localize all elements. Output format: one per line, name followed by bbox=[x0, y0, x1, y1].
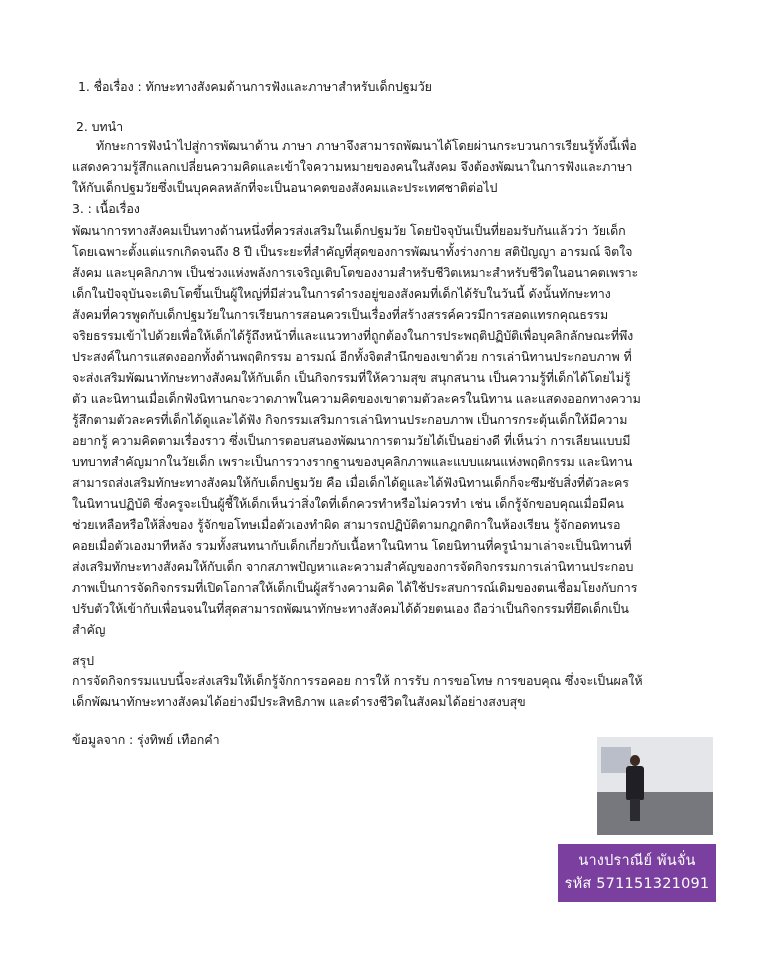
content-line: ประสงค์ในการแสดงออกทั้งด้านพฤติกรรม อารมณ์ อีกทั้งจิตสำนึกของเขาด้วย การเล่านิทานประกอบภาพ ที่ bbox=[72, 349, 632, 364]
intro-heading: 2. บทนำ bbox=[76, 119, 124, 134]
summary-line-1: การจัดกิจกรรมแบบนี้จะส่งเสริมให้เด็กรู้จักการรอคอย การให้ การรับ การขอโทษ การขอบคุณ ซึ่งจะเป็นผลให้ bbox=[72, 673, 643, 688]
intro-line-1: ทักษะการฟังนำไปสู่การพัฒนาด้าน ภาษา ภาษาจึงสามารถพัฒนาได้โดยผ่านกระบวนการเรียนรู้ทั้งนี้เพื่อ bbox=[96, 138, 637, 153]
content-line: ช่วยเหลือหรือให้สิ่งของ รู้จักขอโทษเมื่อตัวเองทำผิด สามารถปฏิบัติตามกฎกติกาในห้องเรียน รู้จักอดทนรอ bbox=[72, 517, 621, 532]
source-credit: ข้อมูลจาก : รุ่งทิพย์ เทือกคำ bbox=[72, 732, 220, 747]
content-line: โดยเฉพาะตั้งแต่แรกเกิดจนถึง 8 ปี เป็นระยะที่สำคัญที่สุดของการพัฒนาทั้งร่างกาย สติปัญญา อารมณ์ จิตใจ bbox=[72, 244, 633, 259]
content-line: ส่งเสริมทักษะทางสังคมให้กับเด็ก จากสภาพปัญหาและความสำคัญของการจัดกิจกรรมการเล่านิทานประกอบ bbox=[72, 559, 634, 574]
author-nameplate bbox=[558, 844, 716, 902]
content-line: เด็กในปัจจุบันจะเติบโตขึ้นเป็นผู้ใหญ่ที่มีส่วนในการดำรงอยู่ของสังคมที่เด็กได้รับในวันนี้ ดังนั้นทักษะทาง bbox=[72, 286, 611, 301]
content-body bbox=[72, 220, 712, 640]
author-student-id: รหัส 571151321091 bbox=[564, 876, 710, 892]
photo-person-head bbox=[630, 755, 640, 766]
content-line: ปรับตัวให้เข้ากับเพื่อนจนในที่สุดสามารถพัฒนาทักษะทางสังคมได้ด้วยตนเอง ถือว่าเป็นกิจกรรมที่ยึดเด็กเป็น bbox=[72, 601, 629, 616]
content-line: คอยเมื่อตัวเองมาทีหลัง รวมทั้งสนทนากับเด็กเกี่ยวกับเนื้อหาในนิทาน โดยนิทานที่ครูนำมาเล่าจะเป็นนิทานที่ bbox=[72, 538, 632, 553]
document-title: 1. ชื่อเรื่อง : ทักษะทางสังคมด้านการฟังและภาษาสำหรับเด็กปฐมวัย bbox=[78, 79, 432, 94]
photo-floor bbox=[597, 792, 713, 835]
content-line: ในนิทานปฏิบัติ ซึ่งครูจะเป็นผู้ชี้ให้เด็กเห็นว่าสิ่งใดที่เด็กควรทำหรือไม่ควรทำ เช่น เด็กรู้จักขอบคุณเมื่อมีคน bbox=[72, 496, 624, 511]
author-photo bbox=[597, 737, 713, 835]
summary-heading: สรุป bbox=[72, 653, 94, 668]
content-line: อยากรู้ ความคิดตามเรื่องราว ซึ่งเป็นการตอบสนองพัฒนาการตามวัยได้เป็นอย่างดี ที่เห็นว่า การเลียนแบบมี bbox=[72, 433, 631, 448]
content-line: รู้สึกตามตัวละครที่เด็กได้ดูและได้ฟัง กิจกรรมเสริมการเล่านิทานประกอบภาพ เป็นการกระตุ้นเด็กให้มีความ bbox=[72, 412, 628, 427]
content-line: พัฒนาการทางสังคมเป็นทางด้านหนึ่งที่ควรส่งเสริมในเด็กปฐมวัย โดยปัจจุบันเป็นที่ยอมรับกันแล้วว่า วัยเด็ก bbox=[72, 223, 626, 238]
content-line: ภาพเป็นการจัดกิจกรรมที่เปิดโอกาสให้เด็กเป็นผู้สร้างความคิด ได้ใช้ประสบการณ์เดิมของตนเชื่อมโยงกับการ bbox=[72, 580, 638, 595]
content-line: สังคม และบุคลิกภาพ เป็นช่วงแห่งพลังการเจริญเติบโตของงามสำหรับชีวิตเหมาะสำหรับชีวิตในอนาคตเพราะ bbox=[72, 265, 639, 280]
content-line: สามารถส่งเสริมทักษะทางสังคมให้กับเด็กปฐมวัย คือ เมื่อเด็กได้ดูและได้ฟังนิทานเด็กก็จะซึมซับสิ่งที่ตัวละคร bbox=[72, 475, 629, 490]
content-line: จริยธรรมเข้าไปด้วยเพื่อให้เด็กได้รู้ถึงหน้าที่และแนวทางที่ถูกต้องในการประพฤติปฏิบัติเพื่อบุคลิกลักษณะที่พึง bbox=[72, 328, 634, 343]
content-line: สำคัญ bbox=[72, 622, 106, 637]
content-line: ตัว และนิทานเมื่อเด็กฟังนิทานกจะวาดภาพในความคิดของเขาตามตัวละครในนิทาน และแสดงออกทางความ bbox=[72, 391, 641, 406]
photo-person-body bbox=[626, 766, 644, 800]
content-heading: 3. : เนื้อเรื่อง bbox=[72, 201, 140, 216]
content-line: บทบาทสำคัญมากในวัยเด็ก เพราะเป็นการวางรากฐานของบุคลิกภาพและแบบแผนแห่งพฤติกรรม และนิทาน bbox=[72, 454, 633, 469]
summary-line-2: เด็กพัฒนาทักษะทางสังคมได้อย่างมีประสิทธิภาพ และดำรงชีวิตในสังคมได้อย่างสงบสุข bbox=[72, 694, 526, 709]
intro-line-2: แสดงความรู้สึกแลกเปลี่ยนความคิดและเข้าใจความหมายของคนในสังคม จึงต้องพัฒนาในการฟังและภาษา bbox=[72, 159, 633, 174]
content-line: สังคมที่ควรพูดกับเด็กปฐมวัยในการเรียนการสอนควรเป็นเรื่องที่สร้างสรรค์ควรมีการสอดแทรกคุณธรรม bbox=[72, 307, 609, 322]
intro-line-3: ให้กับเด็กปฐมวัยซึ่งเป็นบุคคลหลักที่จะเป็นอนาคตของสังคมและประเทศชาติต่อไป bbox=[72, 180, 498, 195]
author-name: นางปราณีย์ พันจั่น bbox=[578, 853, 696, 869]
photo-person-legs bbox=[630, 799, 640, 821]
content-line: จะส่งเสริมพัฒนาทักษะทางสังคมให้กับเด็ก เป็นกิจกรรมที่ให้ความสุข สนุกสนาน เป็นความรู้ที่เด็กได้โดยไม่รู้ bbox=[72, 370, 631, 385]
